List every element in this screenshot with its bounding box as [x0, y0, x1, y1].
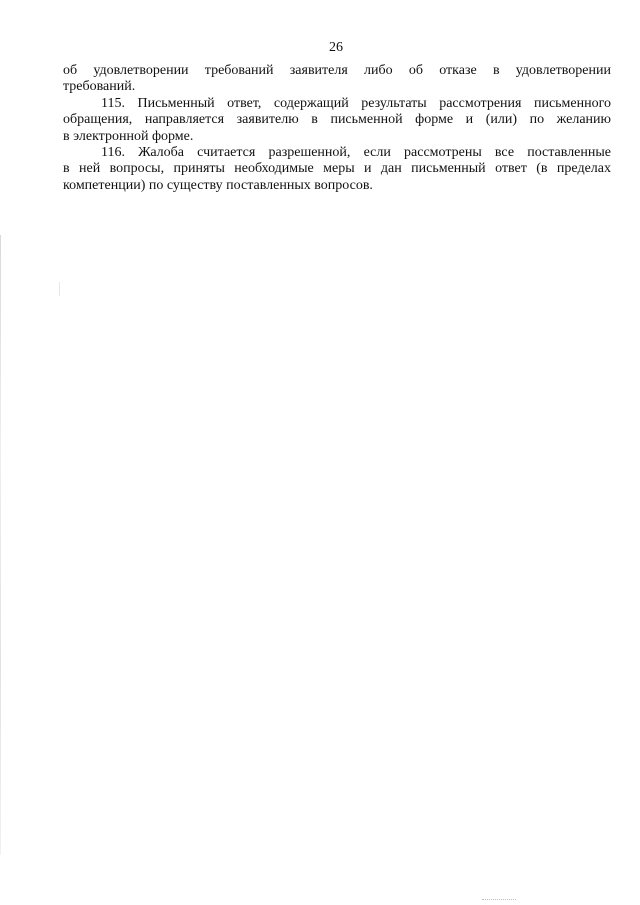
text-line: 115. Письменный ответ, содержащий результаты рассмотрения письменного: [101, 95, 611, 111]
scan-artifact-mark: [59, 282, 60, 296]
scan-bottom-mark: [482, 899, 516, 901]
paragraph-116: [63, 145, 611, 194]
text-line: об удовлетворении требований заявителя либо об отказе в удовлетворении: [63, 63, 611, 78]
paragraph-115: [63, 96, 611, 145]
paragraph-continuation: [63, 63, 611, 96]
scan-edge-mark: [0, 235, 1, 855]
text-line: 116. Жалоба считается разрешенной, если рассмотрены все поставленные: [101, 145, 611, 161]
text-line: обращения, направляется заявителю в письменной форме и (или) по желанию: [63, 112, 611, 128]
page-number: 26: [329, 40, 343, 55]
text-line: требований.: [63, 79, 136, 95]
document-text: [63, 63, 611, 194]
text-line: в электронной форме.: [63, 128, 194, 144]
text-line: компетенции) по существу поставленных вопросов.: [63, 177, 373, 193]
text-line: в ней вопросы, приняты необходимые меры и дан письменный ответ (в пределах: [63, 161, 611, 177]
